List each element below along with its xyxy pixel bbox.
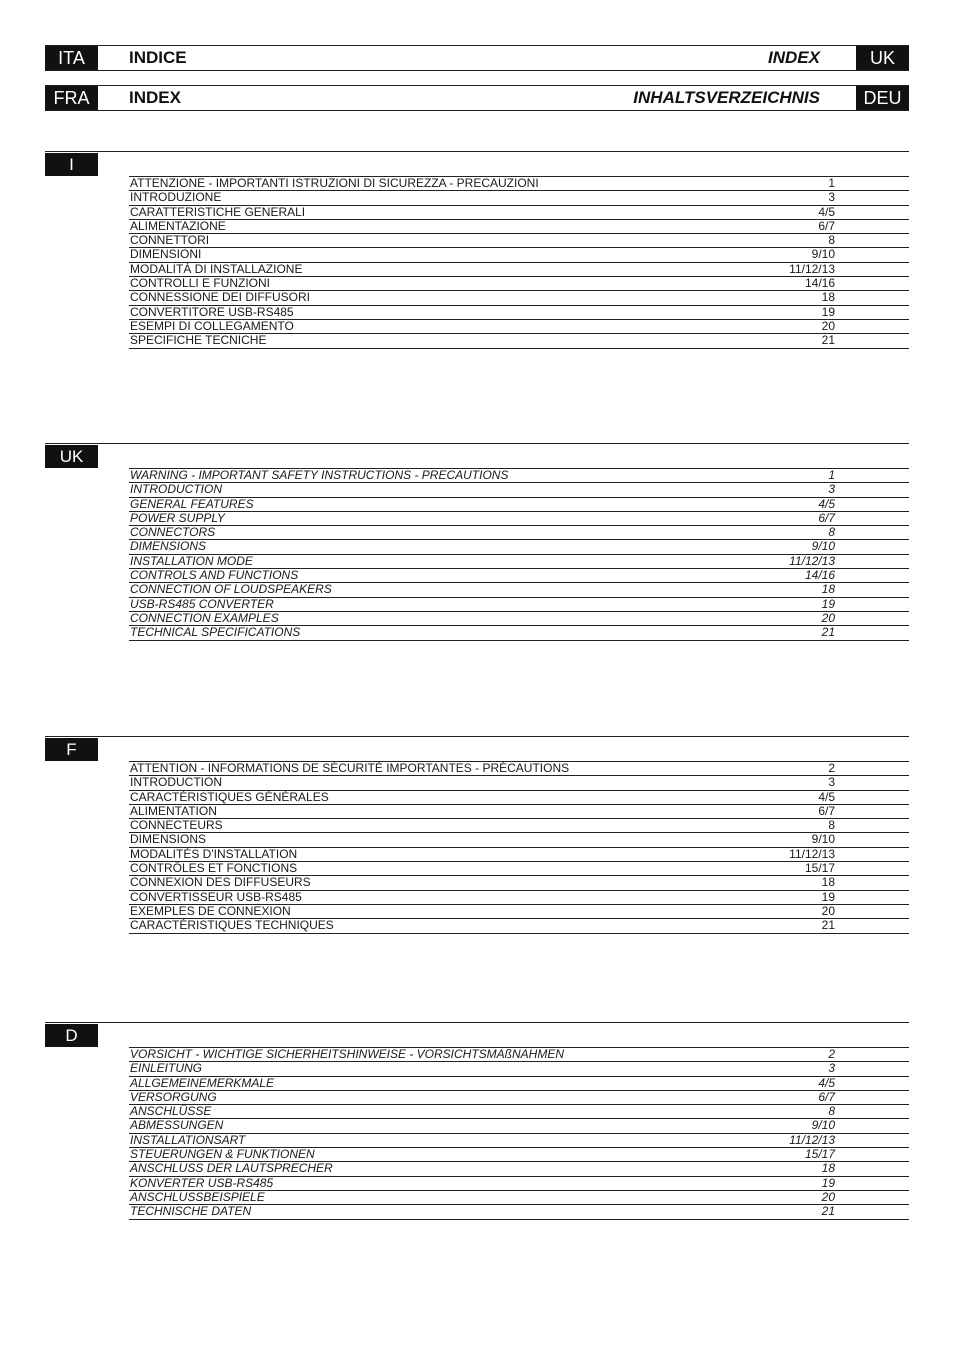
toc-entry-page: 9/10	[811, 247, 835, 262]
toc-entry-page: 18	[821, 582, 835, 597]
toc-entry-page: 15/17	[804, 1147, 835, 1162]
toc-entry-page: 2	[828, 1047, 835, 1061]
toc-entry-page: 8	[828, 233, 835, 248]
toc-entry	[129, 1147, 909, 1161]
toc-entry-page: 14/16	[804, 568, 835, 583]
toc-entry-title: POWER SUPPLY	[130, 510, 225, 525]
toc-entry-page: 9/10	[811, 1118, 835, 1133]
toc-list	[129, 468, 909, 641]
toc-entry-page: 14/16	[804, 276, 835, 291]
toc-entry	[129, 219, 909, 233]
toc-entry	[129, 190, 909, 204]
toc-entry	[129, 1204, 909, 1219]
divider	[45, 151, 909, 152]
toc-entry-page: 2	[828, 761, 835, 775]
divider	[45, 736, 909, 737]
toc-entry-page: 21	[821, 1204, 835, 1219]
toc-entry-page: 3	[828, 1061, 835, 1076]
toc-entry	[129, 525, 909, 539]
toc-entry-page: 9/10	[811, 832, 835, 847]
toc-entry-page: 18	[821, 1161, 835, 1176]
toc-entry	[129, 482, 909, 496]
toc-entry	[129, 247, 909, 261]
toc-entry	[129, 539, 909, 553]
toc-entry	[129, 205, 909, 219]
toc-entry-title: EXEMPLES DE CONNEXION	[130, 903, 291, 918]
toc-entry-title: INTRODUCTION	[130, 775, 222, 790]
section-badge: F	[45, 738, 98, 761]
toc-entry-page: 19	[821, 596, 835, 611]
toc-entry-title: ABMESSUNGEN	[130, 1118, 224, 1133]
toc-entry	[129, 305, 909, 319]
toc-entry-page: 8	[828, 818, 835, 833]
index-title-deu: INHALTSVERZEICHNIS	[633, 88, 820, 107]
toc-entry-page: 6/7	[818, 803, 835, 818]
index-title-uk: INDEX	[768, 48, 820, 67]
toc-entry-page: 3	[828, 482, 835, 497]
toc-entry-title: CONVERTITORE USB-RS485	[130, 304, 294, 319]
toc-entry-title: ALIMENTATION	[130, 803, 217, 818]
toc-entry	[129, 890, 909, 904]
toc-entry-title: STEUERUNGEN & FUNKTIONEN	[130, 1147, 315, 1162]
toc-entry-page: 21	[821, 918, 835, 933]
toc-entry-page: 9/10	[811, 539, 835, 554]
toc-list	[129, 176, 909, 349]
toc-entry-title: CONVERTISSEUR USB-RS485	[130, 889, 302, 904]
toc-entry	[129, 775, 909, 789]
toc-entry-title: ALLGEMEINEMERKMALE	[130, 1075, 275, 1090]
toc-entry-page: 6/7	[818, 218, 835, 233]
toc-entry	[129, 1104, 909, 1118]
toc-entry-title: MODALITÉS D'INSTALLATION	[130, 846, 298, 861]
toc-entry-page: 4/5	[818, 496, 835, 511]
divider	[45, 443, 909, 444]
divider	[45, 110, 909, 111]
toc-entry-page: 8	[828, 525, 835, 540]
toc-entry-title: CONNETTORI	[130, 233, 210, 248]
toc-entry-page: 19	[821, 889, 835, 904]
toc-entry-title: CONTRÔLES ET FONCTIONS	[130, 861, 298, 876]
toc-entry-page: 19	[821, 1175, 835, 1190]
toc-entry	[129, 875, 909, 889]
toc-entry	[129, 1047, 909, 1061]
section-bar	[45, 1022, 909, 1047]
toc-entry-page: 4/5	[818, 1075, 835, 1090]
toc-entry-title: KONVERTER USB-RS485	[130, 1175, 274, 1190]
toc-entry-title: CONTROLLI E FUNZIONI	[130, 276, 271, 291]
toc-entry	[129, 497, 909, 511]
section-badge: I	[45, 153, 98, 176]
toc-entry	[129, 319, 909, 333]
toc-entry-title: DIMENSIONI	[130, 247, 202, 262]
toc-entry	[129, 333, 909, 348]
toc-entry-title: CARACTÉRISTIQUES TECHNIQUES	[130, 918, 334, 933]
section-english	[45, 443, 909, 640]
language-badge-ita: ITA	[45, 46, 98, 70]
toc-entry-page: 18	[821, 290, 835, 305]
header-row-fra-deu	[45, 85, 909, 111]
toc-entry	[129, 176, 909, 190]
toc-entry	[129, 262, 909, 276]
toc-entry-page: 4/5	[818, 789, 835, 804]
toc-entry-page: 4/5	[818, 204, 835, 219]
toc-entry	[129, 804, 909, 818]
toc-entry-page: 6/7	[818, 1089, 835, 1104]
language-badge-fra: FRA	[45, 86, 98, 110]
toc-entry-page: 11/12/13	[789, 846, 835, 861]
section-italian	[45, 151, 909, 348]
language-badge-deu: DEU	[856, 86, 909, 110]
toc-entry-title: ANSCHLUSS DER LAUTSPRECHER	[130, 1161, 333, 1176]
toc-entry-title: ATTENTION - INFORMATIONS DE SÉCURITÉ IMPORTANTES - PRÉCAUTIONS	[130, 761, 570, 775]
toc-entry-page: 21	[821, 333, 835, 348]
toc-entry-title: VORSICHT - WICHTIGE SICHERHEITSHINWEISE - VORSICHTSMAßNAHMEN	[130, 1047, 565, 1061]
section-french	[45, 736, 909, 933]
toc-entry-title: ANSCHLUSSBEISPIELE	[130, 1189, 265, 1204]
toc-entry	[129, 625, 909, 640]
toc-entry-title: CONNESSIONE DEI DIFFUSORI	[130, 290, 311, 305]
section-bar	[45, 151, 909, 176]
toc-entry	[129, 1161, 909, 1175]
toc-entry	[129, 861, 909, 875]
toc-entry	[129, 276, 909, 290]
toc-entry	[129, 468, 909, 482]
toc-entry	[129, 611, 909, 625]
toc-entry	[129, 790, 909, 804]
toc-entry-title: CONNECTION EXAMPLES	[130, 610, 279, 625]
toc-entry	[129, 1176, 909, 1190]
toc-entry	[129, 1133, 909, 1147]
toc-entry-page: 11/12/13	[789, 1132, 835, 1147]
toc-entry-page: 3	[828, 775, 835, 790]
toc-entry-title: DIMENSIONS	[130, 832, 207, 847]
toc-entry-page: 1	[828, 468, 835, 482]
toc-entry-page: 21	[821, 625, 835, 640]
toc-entry	[129, 832, 909, 846]
toc-entry	[129, 1190, 909, 1204]
toc-entry-title: ATTENZIONE - IMPORTANTI ISTRUZIONI DI SICUREZZA - PRECAUZIONI	[130, 176, 539, 190]
toc-entry-page: 3	[828, 190, 835, 205]
toc-entry	[129, 554, 909, 568]
toc-entry-title: ESEMPI DI COLLEGAMENTO	[130, 318, 294, 333]
toc-entry-page: 20	[821, 610, 835, 625]
toc-entry-page: 20	[821, 318, 835, 333]
section-bar	[45, 736, 909, 761]
toc-entry-title: CONNECTEURS	[130, 818, 223, 833]
toc-entry-title: INSTALLATIONSART	[130, 1132, 246, 1147]
toc-list	[129, 1047, 909, 1220]
toc-entry-title: GENERAL FEATURES	[130, 496, 254, 511]
toc-entry-title: EINLEITUNG	[130, 1061, 203, 1076]
header-row-ita-uk	[45, 45, 909, 71]
toc-entry-page: 18	[821, 875, 835, 890]
section-bar	[45, 443, 909, 468]
toc-entry	[129, 1061, 909, 1075]
index-title-fra: INDEX	[129, 88, 181, 107]
section-badge: UK	[45, 445, 98, 468]
toc-entry	[129, 1076, 909, 1090]
section-german	[45, 1022, 909, 1219]
toc-entry-title: ANSCHLÜSSE	[130, 1104, 212, 1119]
section-badge: D	[45, 1024, 98, 1047]
toc-entry-page: 11/12/13	[789, 553, 835, 568]
toc-entry-page: 20	[821, 903, 835, 918]
toc-entry	[129, 233, 909, 247]
toc-entry-title: MODALITÀ DI INSTALLAZIONE	[130, 261, 303, 276]
toc-entry	[129, 582, 909, 596]
toc-entry-title: INTRODUZIONE	[130, 190, 222, 205]
toc-entry-title: DIMENSIONS	[130, 539, 207, 554]
divider	[45, 1022, 909, 1023]
toc-entry	[129, 847, 909, 861]
toc-entry-page: 15/17	[804, 861, 835, 876]
toc-entry-title: CONNECTION OF LOUDSPEAKERS	[130, 582, 332, 597]
toc-entry-title: CONNECTORS	[130, 525, 216, 540]
toc-entry	[129, 1118, 909, 1132]
toc-entry-title: INSTALLATION MODE	[130, 553, 253, 568]
toc-entry	[129, 818, 909, 832]
toc-entry	[129, 761, 909, 775]
toc-entry	[129, 904, 909, 918]
toc-entry-page: 8	[828, 1104, 835, 1119]
toc-entry	[129, 597, 909, 611]
toc-entry-title: TECHNISCHE DATEN	[130, 1204, 252, 1219]
toc-entry	[129, 1090, 909, 1104]
toc-entry-title: CARACTÉRISTIQUES GÉNÉRALES	[130, 789, 329, 804]
divider	[45, 70, 909, 71]
toc-entry	[129, 568, 909, 582]
toc-entry-page: 20	[821, 1189, 835, 1204]
toc-entry-page: 11/12/13	[789, 261, 835, 276]
toc-entry-page: 1	[828, 176, 835, 190]
index-title-ita: INDICE	[129, 48, 187, 67]
toc-entry-title: WARNING - IMPORTANT SAFETY INSTRUCTIONS - PRECAUTIONS	[130, 468, 509, 482]
language-badge-uk: UK	[856, 46, 909, 70]
toc-entry	[129, 511, 909, 525]
toc-entry-title: TECHNICAL SPECIFICATIONS	[130, 625, 301, 640]
toc-entry-title: CONNEXION DES DIFFUSEURS	[130, 875, 311, 890]
toc-entry-title: INTRODUCTION	[130, 482, 222, 497]
toc-entry	[129, 918, 909, 933]
toc-entry-title: CARATTERISTICHE GENERALI	[130, 204, 306, 219]
toc-entry-title: ALIMENTAZIONE	[130, 218, 226, 233]
toc-entry-title: CONTROLS AND FUNCTIONS	[130, 568, 299, 583]
toc-entry	[129, 290, 909, 304]
toc-list	[129, 761, 909, 934]
toc-entry-title: USB-RS485 CONVERTER	[130, 596, 274, 611]
toc-entry-page: 6/7	[818, 510, 835, 525]
toc-entry-title: SPECIFICHE TECNICHE	[130, 333, 267, 348]
toc-entry-page: 19	[821, 304, 835, 319]
toc-entry-title: VERSORGUNG	[130, 1089, 217, 1104]
